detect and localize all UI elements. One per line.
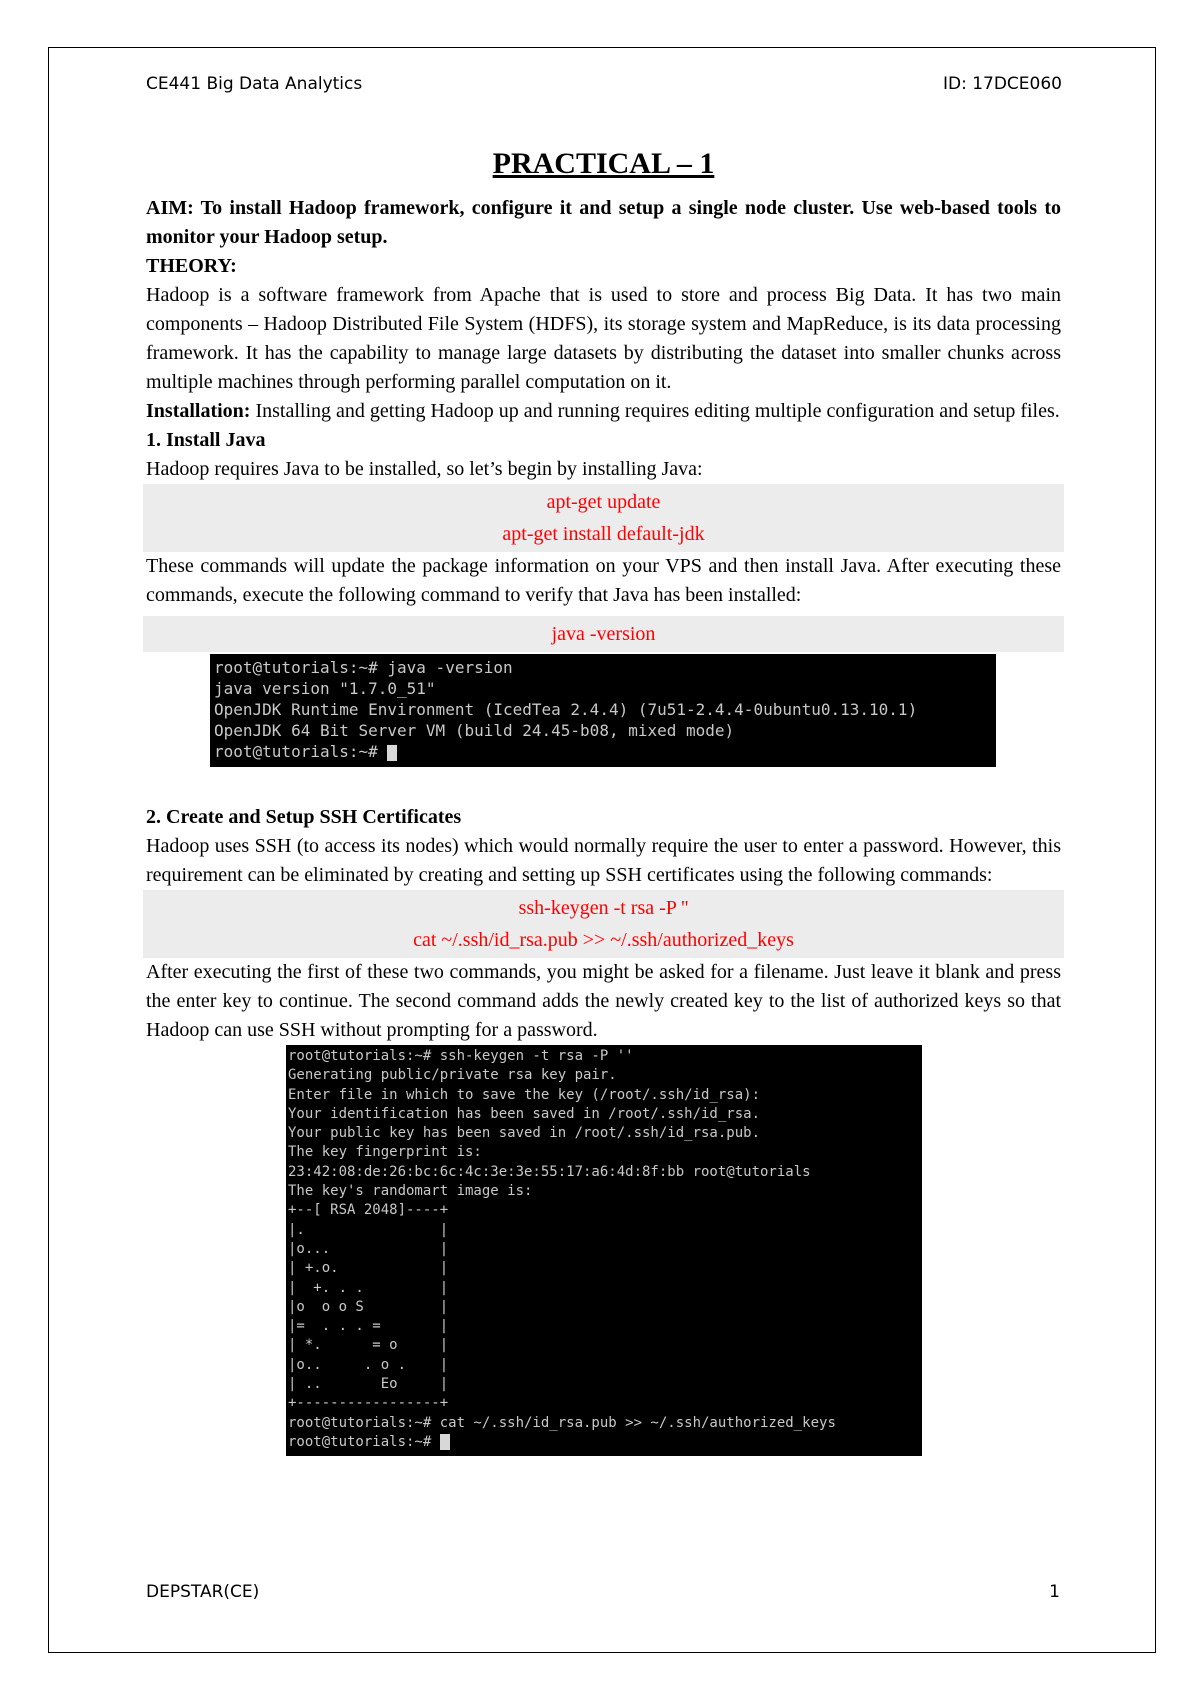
aim-text: AIM: To install Hadoop framework, configure it and setup a single node cluster. Use web-based tools to monitor your Hadoop setup.: [146, 197, 1061, 248]
verify-command-block: [143, 616, 1064, 652]
installation-paragraph: [146, 397, 1061, 426]
terminal-prompt: root@tutorials:~#: [288, 1433, 440, 1450]
terminal-cursor: [440, 1434, 450, 1450]
terminal-line: Your public key has been saved in /root/.ssh/id_rsa.pub.: [288, 1125, 761, 1142]
step1-intro: Hadoop requires Java to be installed, so let’s begin by installing Java:: [146, 458, 703, 480]
command-line: java -version: [551, 623, 656, 645]
command-line: ssh-keygen -t rsa -P '': [518, 897, 689, 919]
terminal-line: |o o o S |: [288, 1298, 449, 1315]
step1-after-text: These commands will update the package information on your VPS and then install Java. After executing these commands, execute the following command to verify that Java has been installed:: [146, 555, 1061, 606]
command-line: cat ~/.ssh/id_rsa.pub >> ~/.ssh/authorized_keys: [413, 929, 794, 951]
terminal-line: OpenJDK 64 Bit Server VM (build 24.45-b08, mixed mode): [214, 721, 735, 740]
terminal-line: The key's randomart image is:: [288, 1183, 533, 1200]
command-line: apt-get install default-jdk: [502, 523, 705, 545]
step1-heading: 1. Install Java: [146, 429, 266, 451]
terminal-line: 23:42:08:de:26:bc:6c:4c:3e:3e:55:17:a6:4d:8f:bb root@tutorials: [288, 1163, 811, 1180]
step1-command-block: [143, 484, 1064, 552]
terminal-line: The key fingerprint is:: [288, 1144, 482, 1161]
terminal-line: | *. = o |: [288, 1337, 449, 1354]
footer-department: DEPSTAR(CE): [146, 1582, 260, 1602]
theory-heading: THEORY:: [146, 255, 237, 277]
document-body: [146, 144, 1061, 1456]
header-id: ID: 17DCE060: [942, 74, 1062, 94]
terminal-line: |. |: [288, 1221, 449, 1238]
terminal-line: |o.. . o . |: [288, 1356, 449, 1373]
theory-paragraph: Hadoop is a software framework from Apache that is used to store and process Big Data. It has two main components – Hadoop Distributed File System (HDFS), its storage system and MapReduce, is its data processing framework. It has the capability to manage large datasets by distributing the dataset into smaller chunks across multiple machines through performing parallel computation on it.: [146, 284, 1061, 393]
terminal-line: | +. . . |: [288, 1279, 449, 1296]
terminal-line: root@tutorials:~# cat ~/.ssh/id_rsa.pub >> ~/.ssh/authorized_keys: [288, 1414, 836, 1431]
page-title: PRACTICAL – 1: [492, 147, 715, 180]
terminal-prompt-line: [214, 741, 994, 762]
page-number: 1: [1049, 1582, 1060, 1602]
terminal-line: java version "1.7.0_51": [214, 679, 436, 698]
installation-label: Installation:: [146, 400, 251, 422]
header-course: CE441 Big Data Analytics: [146, 74, 363, 94]
terminal-line: +--[ RSA 2048]----+: [288, 1202, 449, 1219]
terminal-line: Enter file in which to save the key (/root/.ssh/id_rsa):: [288, 1086, 761, 1103]
step2-after-text: After executing the first of these two commands, you might be asked for a filename. Just leave it blank and press the enter key to continue. The second command adds the newly created key to the list of authorized keys so that Hadoop can use SSH without prompting for a password.: [146, 961, 1061, 1041]
terminal-cursor: [387, 745, 397, 761]
terminal-line: Your identification has been saved in /root/.ssh/id_rsa.: [288, 1105, 761, 1122]
step2-command-block: [143, 890, 1064, 958]
spacer: [146, 767, 1061, 803]
step2-intro: Hadoop uses SSH (to access its nodes) which would normally require the user to enter a password. However, this requirement can be eliminated by creating and setting up SSH certificates using the following commands:: [146, 835, 1061, 886]
terminal-line: |= . . . = |: [288, 1318, 449, 1335]
terminal-line: Generating public/private rsa key pair.: [288, 1067, 617, 1084]
ssh-keygen-terminal: [286, 1045, 922, 1456]
terminal-line: OpenJDK Runtime Environment (IcedTea 2.4.4) (7u51-2.4.4-0ubuntu0.13.10.1): [214, 700, 918, 719]
step2-heading: 2. Create and Setup SSH Certificates: [146, 806, 462, 828]
terminal-prompt: root@tutorials:~#: [214, 742, 388, 761]
terminal-line: +-----------------+: [288, 1395, 449, 1412]
terminal-prompt-line: [288, 1433, 920, 1452]
terminal-line: |o... |: [288, 1240, 449, 1257]
command-line: apt-get update: [546, 491, 661, 513]
terminal-line: | .. Eo |: [288, 1376, 449, 1393]
terminal-line: root@tutorials:~# ssh-keygen -t rsa -P '': [288, 1048, 634, 1064]
java-version-terminal: [210, 654, 996, 767]
terminal-line: | +.o. |: [288, 1260, 449, 1277]
installation-text: Installing and getting Hadoop up and running requires editing multiple configuration and setup files.: [250, 400, 1060, 422]
terminal-line: root@tutorials:~# java -version: [214, 658, 513, 677]
